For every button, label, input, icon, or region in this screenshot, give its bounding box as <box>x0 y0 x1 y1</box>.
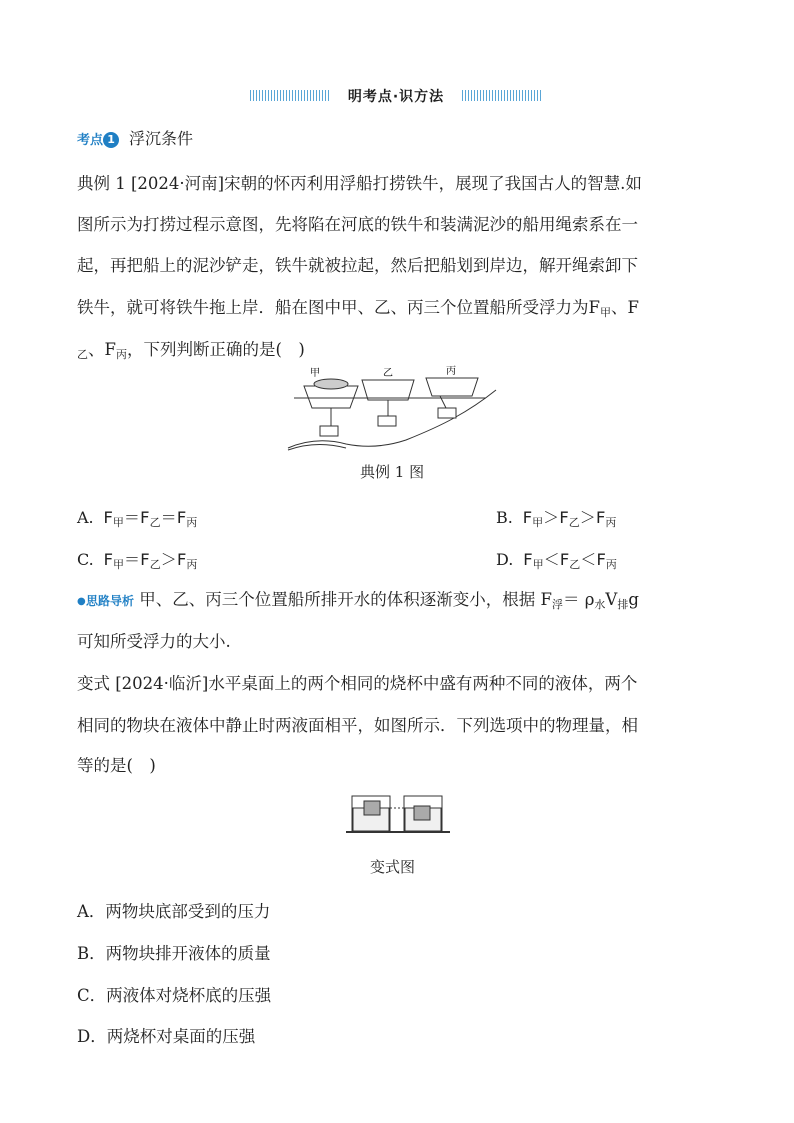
figure-label-yi: 乙 <box>383 368 393 379</box>
boat-salvage-figure <box>286 364 506 456</box>
example1-line-5: $_乙$、$F_丙$，下列判断正确的是( ) <box>77 340 305 361</box>
variant-option-a[interactable]: A．两物块底部受到的压力 <box>77 902 271 921</box>
topic-title: 浮沉条件 <box>129 129 194 148</box>
example1-line-1: 典例 1 [2024·河南]宋朝的怀丙利用浮船打捞铁牛，展现了我国古人的智慧.如 <box>77 174 642 193</box>
variant-figure-caption: 变式图 <box>370 858 416 876</box>
topic-tag: 考点 <box>77 133 104 148</box>
banner-title: 明考点·识方法 <box>347 89 445 105</box>
section-banner <box>250 86 542 106</box>
variant-line-1: 变式 [2024·临沂]水平桌面上的两个相同的烧杯中盛有两种不同的液体，两个 <box>77 674 638 693</box>
guide-line-2: 可知所受浮力的大小. <box>77 632 231 651</box>
variant-line-3: 等的是( ) <box>77 756 156 775</box>
variant-option-d[interactable]: D．两烧杯对桌面的压强 <box>77 1027 256 1046</box>
example1-line-2: 图所示为打捞过程示意图，先将陷在河底的铁牛和装满泥沙的船用绳索系在一 <box>77 215 638 234</box>
example1-option-b[interactable]: B. $F_甲>F_乙>F_丙$ <box>496 508 617 529</box>
variant-option-c[interactable]: C．两液体对烧杯底的压强 <box>77 986 272 1005</box>
banner-hatch-right <box>462 90 542 101</box>
example1-option-c[interactable]: C. $F_甲=F_乙>F_丙$ <box>77 550 198 571</box>
variant-line-2: 相同的物块在液体中静止时两液面相平，如图所示．下列选项中的物理量，相 <box>77 716 638 735</box>
example1-option-a[interactable]: A. $F_甲=F_乙=F_丙$ <box>77 508 198 529</box>
guide-label: 思路导析 <box>86 594 135 608</box>
topic-number-badge: 1 <box>103 132 119 148</box>
topic-heading <box>77 126 193 149</box>
beakers-figure <box>346 786 450 836</box>
example1-figure-caption: 典例 1 图 <box>360 463 425 481</box>
variant-option-b[interactable]: B．两物块排开液体的质量 <box>77 944 271 963</box>
guide-line-1: ●思路导析 甲、乙、丙三个位置船所排开水的体积逐渐变小，根据 $F_浮= \rho_水V_排g$ <box>77 590 639 611</box>
location-pin-icon: ● <box>77 596 86 607</box>
example1-line-4: 铁牛，就可将铁牛拖上岸．船在图中甲、乙、丙三个位置船所受浮力为$F_甲$、F <box>77 298 639 319</box>
example1-option-d[interactable]: D. $F_甲<F_乙<F_丙$ <box>496 550 617 571</box>
figure-label-bing: 丙 <box>446 366 456 377</box>
figure-label-jia: 甲 <box>310 368 320 379</box>
example1-line-3: 起，再把船上的泥沙铲走，铁牛就被拉起，然后把船划到岸边，解开绳索卸下 <box>77 256 638 275</box>
banner-hatch-left <box>250 90 330 101</box>
